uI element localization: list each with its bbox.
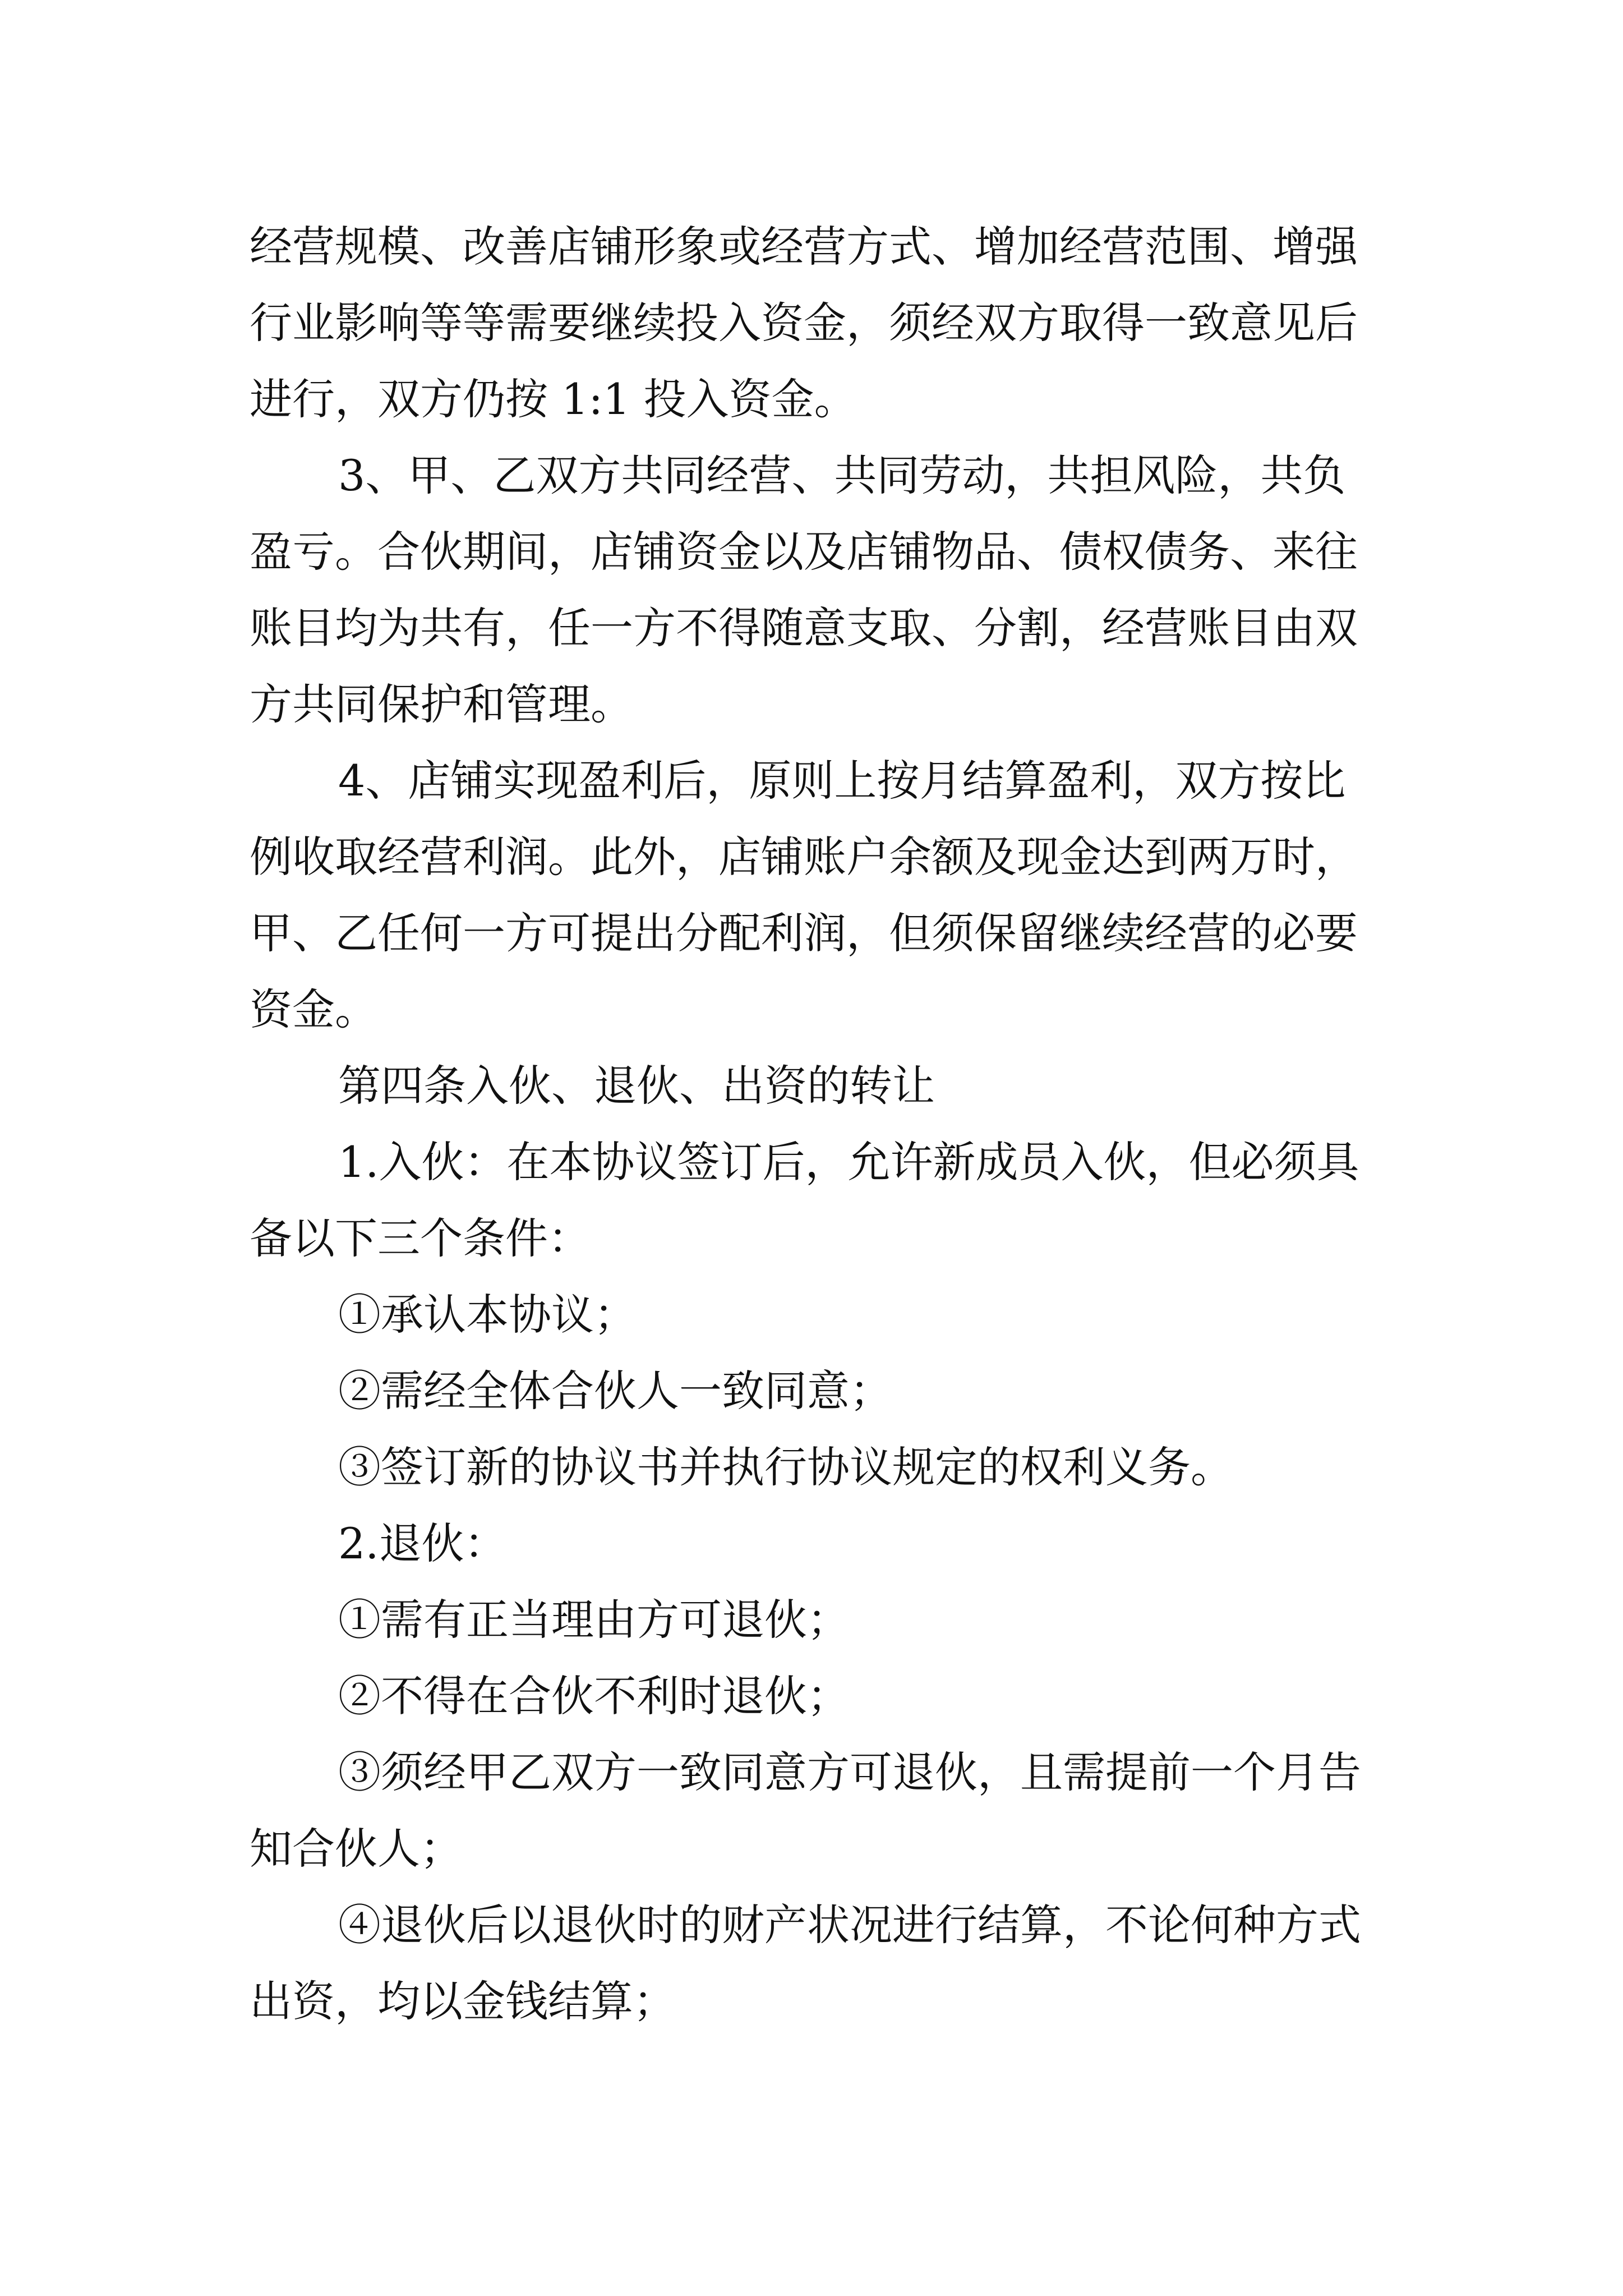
list-item: ①承认本协议；: [338, 1290, 637, 1340]
section-heading: 第四条入伙、退伙、出资的转让: [338, 1061, 935, 1111]
list-item: ②不得在合伙不利时退伙；: [338, 1671, 850, 1721]
list-item: ③须经甲乙双方一致同意方可退伙，且需提前一个月告: [338, 1747, 1361, 1797]
paragraph-line: 盈亏。合伙期间，店铺资金以及店铺物品、债权债务、来往: [250, 527, 1358, 577]
paragraph-line: 进行，双方仍按 1:1 投入资金。: [250, 374, 857, 424]
list-item: ①需有正当理由方可退伙；: [338, 1595, 850, 1645]
paragraph-line: 资金。: [250, 984, 377, 1034]
paragraph-line: 备以下三个条件：: [250, 1213, 591, 1263]
paragraph-line: 2.退伙：: [338, 1519, 507, 1568]
paragraph-line: 经营规模、改善店铺形象或经营方式、增加经营范围、增强: [250, 222, 1358, 272]
paragraph-line: 账目均为共有，任一方不得随意支取、分割，经营账目由双: [250, 603, 1358, 653]
paragraph-line: 4、店铺实现盈利后，原则上按月结算盈利，双方按比: [338, 756, 1346, 806]
document-body: [250, 209, 1371, 2040]
list-item: ④退伙后以退伙时的财产状况进行结算，不论何种方式: [338, 1900, 1361, 1950]
paragraph-line: 行业影响等等需要继续投入资金，须经双方取得一致意见后: [250, 298, 1358, 348]
paragraph-line: 例收取经营利润。此外，店铺账户余额及现金达到两万时，: [250, 832, 1358, 882]
paragraph-line: 1.入伙：在本协议签订后，允许新成员入伙，但必须具: [338, 1137, 1359, 1187]
paragraph-line: 甲、乙任何一方可提出分配利润，但须保留继续经营的必要: [250, 908, 1358, 958]
list-item: ③签订新的协议书并执行协议规定的权利义务。: [338, 1442, 1233, 1492]
paragraph-line: 3、甲、乙双方共同经营、共同劳动，共担风险，共负: [338, 450, 1346, 500]
paragraph-line: 方共同保护和管理。: [250, 679, 633, 729]
list-item-continuation: 知合伙人；: [250, 1824, 463, 1874]
list-item-continuation: 出资，均以金钱结算；: [250, 1976, 676, 2026]
list-item: ②需经全体合伙人一致同意；: [338, 1366, 892, 1416]
